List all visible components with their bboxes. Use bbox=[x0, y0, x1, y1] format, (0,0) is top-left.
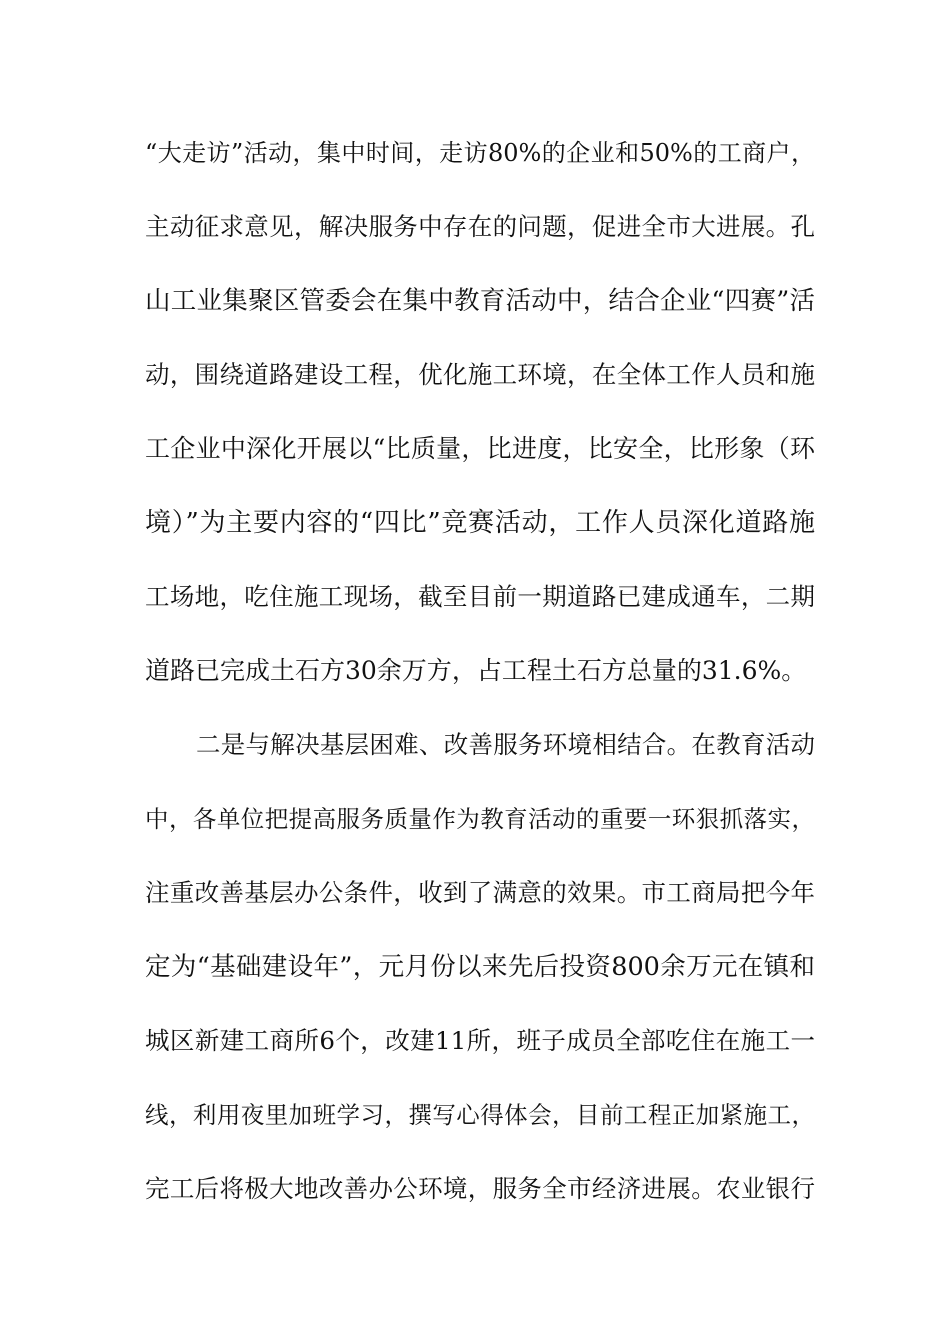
text-line-13: 城区新建工商所6个，改建11所，班子成员全部吃住在施工一 bbox=[145, 1026, 815, 1055]
text-line-8: 道路已完成土石方30余万方，占工程土石方总量的31.6%。 bbox=[145, 656, 807, 685]
text-line-12: 定为“基础建设年”，元月份以来先后投资800余万元在镇和 bbox=[145, 952, 815, 982]
text-line-3: 山工业集聚区管委会在集中教育活动中，结合企业“四赛”活 bbox=[145, 286, 815, 316]
text-line-11: 注重改善基层办公条件，收到了满意的效果。市工商局把今年 bbox=[145, 878, 815, 907]
text-line-15: 完工后将极大地改善办公环境，服务全市经济进展。农业银行 bbox=[145, 1174, 815, 1203]
text-line-14: 线，利用夜里加班学习，撰写心得体会，目前工程正加紧施工， bbox=[145, 1101, 815, 1129]
text-line-6: 境）”为主要内容的“四比”竞赛活动，工作人员深化道路施 bbox=[145, 508, 815, 538]
text-line-5: 工企业中深化开展以“比质量，比进度，比安全，比形象（环 bbox=[145, 434, 815, 463]
text-line-7: 工场地，吃住施工现场，截至目前一期道路已建成通车，二期 bbox=[145, 582, 815, 611]
text-line-4: 动，围绕道路建设工程，优化施工环境，在全体工作人员和施 bbox=[145, 360, 815, 389]
text-line-9: 二是与解决基层困难、改善服务环境相结合。在教育活动 bbox=[196, 730, 815, 759]
text-line-1: “大走访”活动，集中时间，走访80%的企业和50%的工商户， bbox=[145, 139, 815, 167]
text-line-10: 中，各单位把提高服务质量作为教育活动的重要一环狠抓落实， bbox=[145, 805, 815, 833]
text-line-2: 主动征求意见，解决服务中存在的问题，促进全市大进展。孔 bbox=[145, 212, 815, 241]
